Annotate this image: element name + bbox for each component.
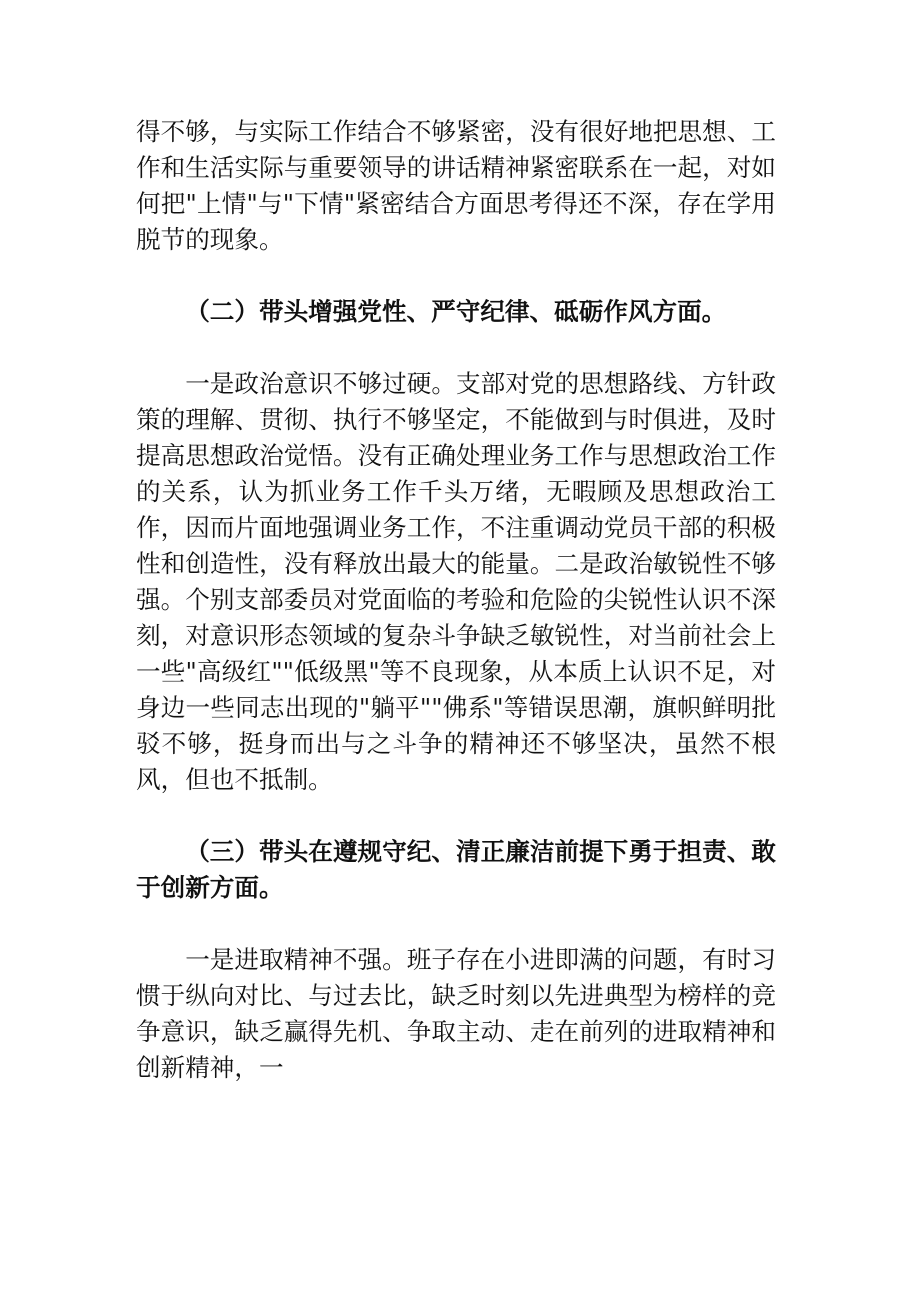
paragraph-spacer [136, 258, 776, 294]
paragraph-political-awareness: 一是政治意识不够过硬。支部对党的思想路线、方针政策的理解、贯彻、执行不够坚定，不能做到与时俱进，及时提高思想政治觉悟。没有正确处理业务工作与思想政治工作的关系，认为抓业务工作千头万绪，无暇顾及思想政治工作，因而片面地强调业务工作，不注重调动党员干部的积极性和创造性，没有释放出最大的能量。二是政治敏锐性不够强。个别支部委员对党面临的考验和危险的尖锐性认识不深刻，对意识形态领域的复杂斗争缺乏敏锐性，对当前社会上一些"高级红""低级黑"等不良现象，从本质上认识不足，对身边一些同志出现的"躺平""佛系"等错误思潮，旗帜鲜明批驳不够，挺身而出与之斗争的精神还不够坚决，虽然不根风，但也不抵制。 [136, 369, 776, 794]
paragraph-continued-text: 得不够，与实际工作结合不够紧密，没有很好地把思想、工作和生活实际与重要领导的讲话精神紧密联系在一起，对如何把"上情"与"下情"紧密结合方面思考得还不深，存在学用脱节的现象。 [136, 117, 776, 254]
section-heading-2: （二）带头增强党性、严守纪律、砥砺作风方面。 [185, 297, 727, 326]
paragraph-spacer [136, 798, 776, 834]
section-heading-3: （三）带头在遵规守纪、清正廉洁前提下勇于担责、敢于创新方面。 [136, 837, 776, 902]
document-body [136, 114, 776, 1086]
paragraph-enterprising-spirit: 一是进取精神不强。班子存在小进即满的问题，有时习惯于纵向对比、与过去比，缺乏时刻以先进典型为榜样的竞争意识，缺乏赢得先机、争取主动、走在前列的进取精神和创新精神，一 [136, 945, 776, 1082]
paragraph-spacer [136, 906, 776, 942]
paragraph-spacer [136, 330, 776, 366]
